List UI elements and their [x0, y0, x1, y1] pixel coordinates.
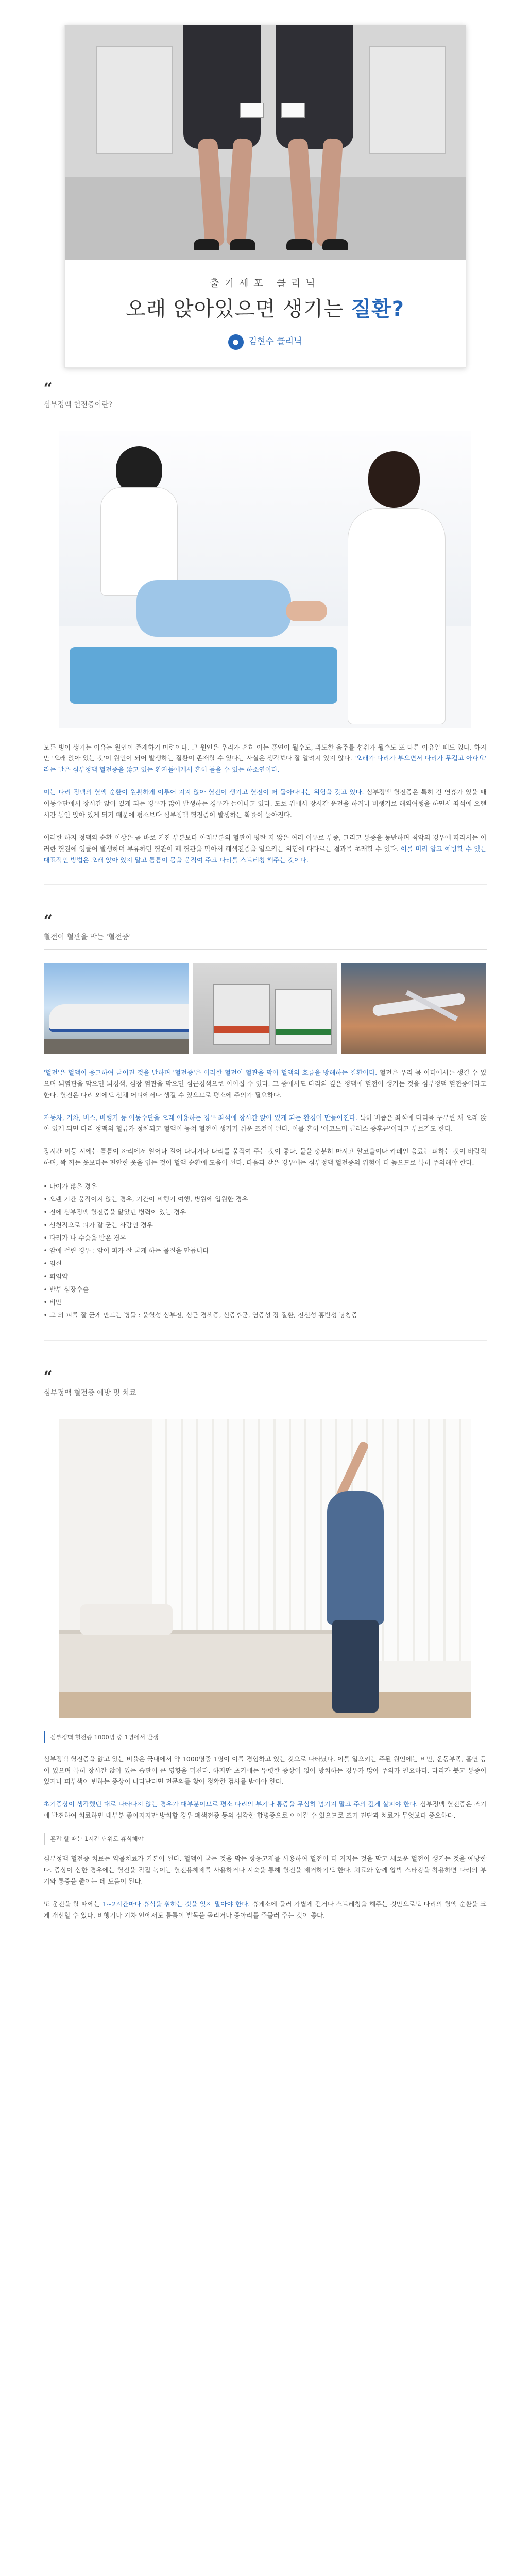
list-item: • 피임약 — [43, 1273, 69, 1280]
list-item: • 암에 걸린 경우 : 암이 피가 잘 굳게 하는 물질을 만듭니다 — [43, 1247, 209, 1255]
hero-text — [65, 260, 466, 367]
caption: 심부정맥 혈전증 1000명 중 1명에서 발생 — [44, 1731, 487, 1743]
section-title: 심부정맥 혈전증이란? — [44, 399, 487, 417]
text-highlight: 이는 다리 정맥의 혈액 순환이 원활하게 이루어 지지 않아 혈전이 생기고 혈전이 떠 돌아다니는 위험을 갖고 있다. — [43, 788, 364, 796]
paragraph — [44, 742, 487, 776]
photo-train — [44, 963, 189, 1054]
list-item: • 임신 — [43, 1260, 62, 1267]
text-plain: 또 운전을 할 때에는 — [43, 1900, 102, 1908]
paragraph — [44, 1899, 487, 1921]
paragraph — [44, 1067, 487, 1101]
hero-photo-sitting-people — [65, 25, 466, 260]
photo-morning-stretch — [59, 1419, 471, 1718]
title-highlight: 질환? — [351, 297, 405, 321]
list-item: • 오랜 기간 움직이지 않는 경우, 기간이 비행기 여행, 병원에 입원한 경우 — [43, 1195, 248, 1203]
section-prevention — [44, 1369, 487, 1921]
text-plain: 심부정맥 혈전증을 앓고 있는 비율은 국내에서 약 1000명중 1명이 이를 경험하고 있는 것으로 나타났다. 이를 일으키는 주된 원인에는 비만, 운동부족, 흡연 등이 있으며 특히 장시간 앉아 있는 습관이 큰 영향을 미친다. 하지만 초기에는 뚜렷한 증상이 없어 방치하는 경우가 많아 주의가 필요하다. 다리가 붓고 통증이 있거나 피부색이 변하는 증상이 나타난다면 전문의를 찾아 정확한 검사를 받아야 한다. — [43, 1755, 487, 1786]
text-plain: 모든 병이 생기는 이유는 원인이 존재하기 마련이다. 그 원인은 우리가 흔히 아는 흡연이 될수도, 과도한 음주를 섭취가 될수도 또 다른 이유일 때도 있다. 하지만 '오래 앉아 있는 것'이 원인이 되어 발생하는 질환이 존재할 수 있다는 사실은 생각보다 잘 알려져 있지 않다. — [43, 743, 487, 762]
text-highlight: 1~2시간마다 휴식을 취하는 것을 잊지 말아야 한다. — [102, 1900, 250, 1908]
paragraph — [44, 832, 487, 866]
hero-section — [0, 0, 530, 381]
list-item: • 선천적으로 피가 잘 굳는 사람인 경우 — [43, 1221, 153, 1229]
list-item: • 나이가 많은 경우 — [43, 1182, 97, 1190]
quote-mark-icon: “ — [43, 912, 53, 930]
text-highlight: 자동차, 기차, 버스, 비행기 등 이동수단을 오래 이용하는 경우 좌석에 장시간 앉아 있게 되는 환경이 만들어진다. — [43, 1113, 357, 1122]
author-link[interactable] — [228, 334, 302, 350]
list-item: • 전에 심부정맥 혈전증을 앓았던 병력이 있는 경우 — [43, 1208, 186, 1216]
text-plain: 휴게소에 들러 가볍게 걷거나 스트레칭을 해주는 것만으로도 다리의 혈액 순환을 크게 개선할 수 있다. 비행기나 기차 안에서도 틈틈이 발목을 돌리거나 종아리를 주물러 주는 것이 좋다. — [43, 1900, 487, 1919]
sub-heading: 혼잡 할 때는 1시간 단위로 휴식해야 — [44, 1833, 487, 1845]
text-plain: 심부정맥 혈전증은 특히 긴 연휴가 있을 때 이동수단에서 장시간 앉아 있게 되는 경우가 많아 발생하는 경우가 늘어나고 있다. 도로 위에서 장시간 운전을 하거나 비행기로 해외여행을 하면서 좌석에 오랜 시간 동안 앉아 있게 되기 때문에 평소보다 심부정맥 혈전증이 발생하는 확률이 높아진다. — [43, 788, 487, 819]
text-plain: 심부정맥 혈전증은 조기에 발견하여 치료하면 대부분 좋아지지만 방치할 경우 폐색전증 등의 심각한 합병증으로 이어질 수 있으므로 조기 진단과 치료가 무엇보다 중요하다. — [43, 1800, 487, 1820]
divider — [44, 1340, 487, 1341]
photo-strip-transport — [44, 963, 487, 1054]
photo-airplane — [341, 963, 486, 1054]
text-highlight: 이를 미리 알고 예방할 수 있는 대표적인 방법은 오래 앉아 있지 말고 틈틈이 몸을 움직여 주고 다리를 스트레칭 해주는 것이다. — [43, 844, 487, 864]
text-plain: 이러한 하지 정맥의 순환 이상은 곧 바로 커진 부분보다 아래부분의 혈관이 평탄 지 않은 여러 이유로 부종, 그리고 통증을 동반하며 최악의 경우에 따라서는 이러한 혈전에 엉클어 발생하며 부유하던 혈관이 폐 혈관을 막아서 폐색전증을 일으키는 위험에 다다르는 결과를 초래할 수 있다. — [43, 833, 487, 853]
article-body — [44, 381, 487, 1921]
text-highlight: 초기증상이 생각했던 대로 나타나지 않는 경우가 대부분이므로 평소 다리의 부기나 통증을 무심히 넘기지 말고 주의 깊게 살펴야 한다. — [43, 1800, 418, 1808]
author-avatar-icon: ● — [228, 334, 244, 350]
quote-mark-icon: “ — [43, 1368, 53, 1386]
section-title: 심부정맥 혈전증 예방 및 치료 — [44, 1387, 487, 1405]
photo-clinic-leg-exam — [59, 431, 471, 728]
risk-factor-list — [44, 1180, 487, 1321]
section-thrombosis — [44, 913, 487, 1321]
text-highlight: '혈전'은 혈액이 응고하여 굳어진 것을 말하며 '혈전증'은 이러한 혈전이 혈관을 막아 혈액의 흐름을 방해하는 질환이다. — [43, 1068, 378, 1076]
hero-kicker: 출기세포 클리닉 — [210, 278, 320, 289]
text-plain: 장시간 이동 시에는 틈틈이 자리에서 일어나 걸어 다니거나 다리를 움직여 주는 것이 좋다. 물을 충분히 마시고 알코올이나 카페인 음료는 피하는 것이 바람직하며, 꽉 끼는 옷보다는 편안한 옷을 입는 것이 혈액 순환에 도움이 된다. 다음과 같은 경우에는 심부정맥 혈전증의 위험이 더 높으므로 특히 주의해야 한다. — [43, 1147, 487, 1167]
text-plain: 심부정맥 혈전증 치료는 약물치료가 기본이 된다. 혈액이 굳는 것을 막는 항응고제를 사용하여 혈전이 더 커지는 것을 막고 새로운 혈전이 생기는 것을 예방한다. 증상이 심한 경우에는 혈전을 직접 녹이는 혈전용해제를 사용하거나 시술을 통해 혈전을 제거하기도 한다. 치료와 함께 압박 스타킹을 착용하면 다리의 부기와 통증을 줄이는 데 도움이 된다. — [43, 1855, 487, 1885]
text-plain: 특히 비좁은 좌석에 다리를 구부린 채 오래 앉아 있게 되면 다리 정맥의 혈류가 정체되고 혈액이 뭉쳐 혈전이 생기기 쉬운 조건이 된다. 이를 흔히 '이코노미 클래스 증후군'이라고 부르기도 한다. — [43, 1113, 487, 1133]
author-name: 김현수 클리닉 — [248, 336, 302, 347]
title-main: 오래 앉아있으면 생기는 — [125, 297, 351, 321]
paragraph — [44, 1853, 487, 1887]
section-dvt-intro — [44, 381, 487, 866]
paragraph — [44, 1754, 487, 1788]
hero-card — [64, 25, 466, 368]
list-item: • 다리가 나 수술을 받은 경우 — [43, 1234, 126, 1242]
section-title: 혈전이 혈관을 막는 '혈전증' — [44, 931, 487, 950]
paragraph — [44, 1112, 487, 1135]
photo-buses — [193, 963, 337, 1054]
list-item: • 탈부 심장수술 — [43, 1285, 89, 1293]
list-item: • 그 외 피를 잘 굳게 만드는 병들 : 울혈성 심부전, 심근 경색증, 신증후군, 염증성 장 질환, 진신성 홍반성 낭창증 — [43, 1311, 358, 1319]
divider — [44, 884, 487, 885]
page-title — [65, 295, 466, 323]
paragraph — [44, 1146, 487, 1168]
quote-mark-icon: “ — [43, 380, 53, 398]
list-item: • 비만 — [43, 1298, 62, 1306]
paragraph — [44, 1799, 487, 1821]
text-plain: 혈전은 우리 몸 어디에서든 생길 수 있으며 뇌혈관을 막으면 뇌경색, 심장 혈관을 막으면 심근경색으로 이어질 수 있다. 그 중에서도 다리의 깊은 정맥에 혈전이 생기는 것을 심부정맥 혈전증이라고 한다. 혈전은 다리 외에도 신체 어디에서나 생길 수 있으므로 평소에 주의가 필요하다. — [43, 1068, 487, 1099]
paragraph — [44, 787, 487, 821]
text-highlight: '오래가 다리가 부으면서 다리가 무겁고 아파요' 라는 말은 심부정맥 혈전증을 앓고 있는 환자들에게서 흔히 들을 수 있는 하소연이다. — [43, 754, 487, 774]
